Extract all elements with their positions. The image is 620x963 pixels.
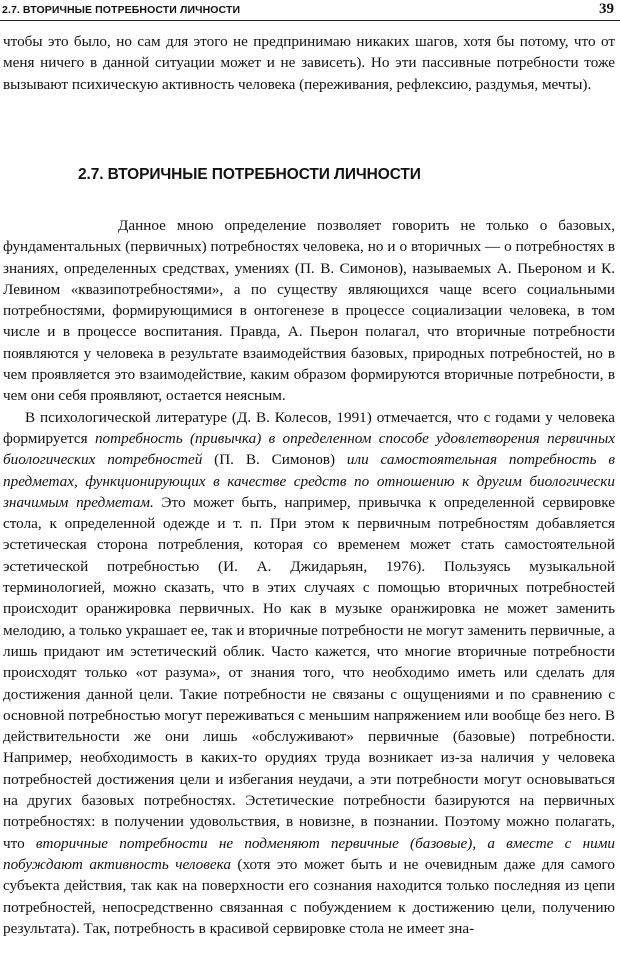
- paragraph-2-italic-2: или самостоятельная потребность в предметах, функционирующих в качестве средств по отношению к другим биологически значимым предметам.: [3, 451, 615, 511]
- page-number: 39: [599, 1, 614, 17]
- intro-paragraph-block: [3, 31, 615, 95]
- paragraph-2-text-3: Это может быть, например, привычка к определенной сервировке стола, к определенной одежде и т. п. При этом к первичным потребностям добавляется эстетическая сторона потребления, которая со временем может стать самостоятельной эстетической потребностью (И. А. Джидарьян, 1976). Пользуясь музыкальной терминологией, можно сказать, что в этих случаях с помощью вторичных потребностей происходит оранжировка первичных. Но как в музыке оранжировка не может заменить мелодию, а только украшает ее, так и вторичные потребности не могут заменить первичные, а лишь придают им эстетический облик. Часто кажется, что многие вторичные потребности происходят только «от разума», от знания того, что необходимо иметь или сделать для достижения данной цели. Такие потребности не связаны с ощущениями и по сравнению с основной потребностью могут переживаться с меньшим напряжением или вообще без него. В действительности же они лишь «обслуживают» первичные (базовые) потребности. Например, необходимость в каких-то орудиях труда возникает из-за наличия у человека потребностей достижения цели и избегания неудачи, а эти потребности могут основываться на других базовых потребностях. Эстетические потребности базируются на первичных потребностях: в получении удовольствия, в новизне, в познании. Поэтому можно полагать, что: [3, 493, 615, 852]
- paragraph-1: Данное мною определение позволяет говорить не только о базовых, фундаментальных (первичных) потребностях человека, но и о вторичных — о потребностях в знаниях, определенных средствах, умениях (П. В. Симонов), называемых А. Пьероном и К. Левином «квазипотребностями», а по существу являющихся чаще всего социальными потребностями, формирующимися в онтогенезе в процессе социализации человека, в том числе и в процессе воспитания. Правда, А. Пьерон полагал, что вторичные потребности появляются у человека в результате взаимодействия базовых, природных потребностей, но в чем проявляется это взаимодействие, каким образом формируются вторичные потребности, в чем они себя проявляют, остается неясным.: [3, 217, 615, 405]
- paragraph-2-italic-1: потребность (привычка) в определенном способе удовлетворения первичных биологических потребностей: [3, 429, 615, 469]
- section-body: [3, 215, 615, 939]
- paragraph-2-text-4: (хотя это может быть и не очевидным даже для самого субъекта действия, так как на поверхности его сознания находится только последняя из цепи потребностей, непосредственно связанная с побуждением к достижению цели, получению результата). Так, потребность в красивой сервировке стола не имеет зна-: [3, 855, 615, 937]
- page-header: [0, 0, 620, 26]
- running-head: 2.7. ВТОРИЧНЫЕ ПОТРЕБНОСТИ ЛИЧНОСТИ: [2, 4, 241, 16]
- paragraph-2-text-1: В психологической литературе (Д. В. Колесов, 1991) отмечается, что с годами у человека формируется: [3, 408, 615, 447]
- section-title: 2.7. ВТОРИЧНЫЕ ПОТРЕБНОСТИ ЛИЧНОСТИ: [78, 166, 421, 183]
- header-rule: [0, 20, 620, 21]
- intro-paragraph: чтобы это было, но сам для этого не предпринимаю никаких шагов, хотя бы потому, что от меня ничего в данной ситуации может и не зависеть). Но эти пассивные потребности тоже вызывают психическую активность человека (переживания, рефлексию, раздумья, мечты).: [3, 33, 615, 93]
- paragraph-2: [3, 407, 615, 939]
- paragraph-2-text-2: (П. В. Симонов): [202, 451, 347, 469]
- paragraph-2-italic-3: вторичные потребности не подменяют первичные (базовые), а вместе с ними побуждают активность человека: [3, 834, 616, 873]
